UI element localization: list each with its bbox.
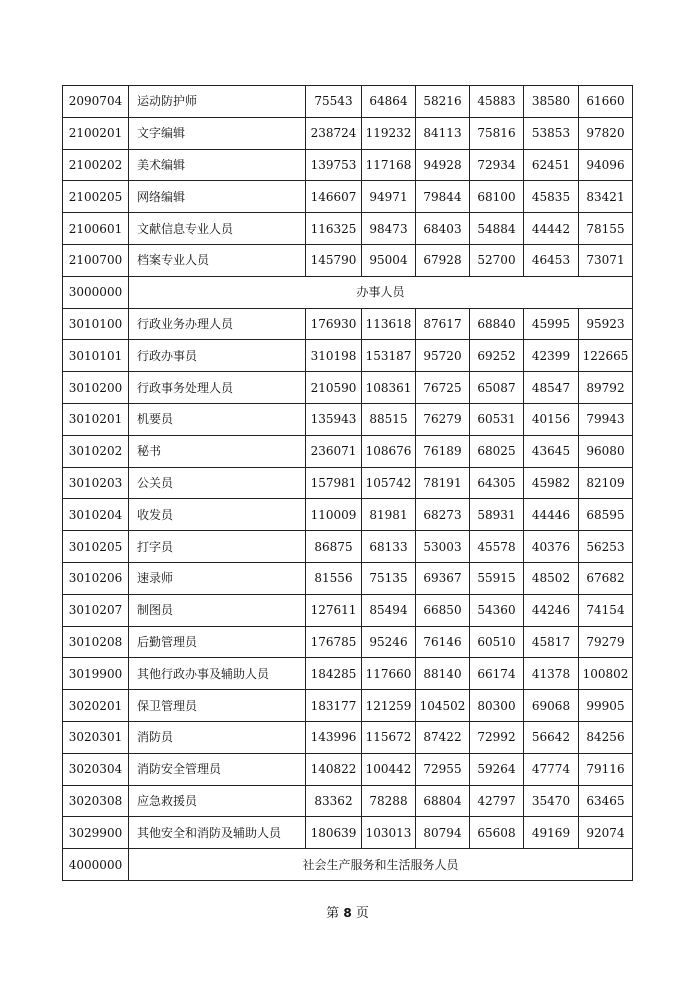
occupation-name: 网络编辑 [129, 181, 306, 213]
wage-value: 75543 [306, 86, 362, 118]
wage-value: 82109 [579, 467, 633, 499]
occupation-code: 3020304 [63, 753, 129, 785]
wage-value: 310198 [306, 340, 362, 372]
wage-value: 45578 [470, 531, 524, 563]
wage-value: 68595 [579, 499, 633, 531]
wage-value: 45995 [524, 308, 579, 340]
wage-value: 100442 [362, 753, 416, 785]
wage-value: 116325 [306, 213, 362, 245]
wage-value: 68403 [416, 213, 470, 245]
wage-value: 121259 [362, 690, 416, 722]
wage-value: 157981 [306, 467, 362, 499]
table-body [63, 86, 633, 881]
occupation-code: 3010205 [63, 531, 129, 563]
occupation-code: 2100601 [63, 213, 129, 245]
table-row [63, 213, 633, 245]
wage-value: 95923 [579, 308, 633, 340]
wage-value: 100802 [579, 658, 633, 690]
occupation-name: 其他行政办事及辅助人员 [129, 658, 306, 690]
wage-value: 238724 [306, 117, 362, 149]
wage-value: 84256 [579, 721, 633, 753]
wage-value: 66850 [416, 594, 470, 626]
wage-value: 58931 [470, 499, 524, 531]
wage-value: 42797 [470, 785, 524, 817]
occupation-code: 3010200 [63, 372, 129, 404]
wage-value: 42399 [524, 340, 579, 372]
wage-value: 41378 [524, 658, 579, 690]
occupation-code: 2100700 [63, 244, 129, 276]
wage-value: 60510 [470, 626, 524, 658]
wage-value: 108361 [362, 372, 416, 404]
wage-value: 87617 [416, 308, 470, 340]
table-row [63, 594, 633, 626]
wage-value: 67928 [416, 244, 470, 276]
occupation-name: 收发员 [129, 499, 306, 531]
section-title: 办事人员 [129, 276, 633, 308]
wage-value: 67682 [579, 562, 633, 594]
wage-value: 81981 [362, 499, 416, 531]
wage-value: 127611 [306, 594, 362, 626]
wage-value: 122665 [579, 340, 633, 372]
table-row [63, 785, 633, 817]
wage-table-container [62, 85, 632, 881]
occupation-code: 3020301 [63, 721, 129, 753]
wage-value: 65608 [470, 817, 524, 849]
wage-value: 89792 [579, 372, 633, 404]
occupation-name: 消防安全管理员 [129, 753, 306, 785]
wage-value: 79116 [579, 753, 633, 785]
wage-value: 72992 [470, 721, 524, 753]
wage-value: 45883 [470, 86, 524, 118]
wage-value: 45982 [524, 467, 579, 499]
wage-value: 81556 [306, 562, 362, 594]
page-number: 8 [343, 906, 352, 920]
occupation-name: 运动防护师 [129, 86, 306, 118]
wage-value: 176930 [306, 308, 362, 340]
wage-value: 72955 [416, 753, 470, 785]
wage-value: 38580 [524, 86, 579, 118]
occupation-name: 美术编辑 [129, 149, 306, 181]
table-row [63, 117, 633, 149]
occupation-code: 3020308 [63, 785, 129, 817]
occupation-code: 2090704 [63, 86, 129, 118]
wage-value: 68025 [470, 435, 524, 467]
occupation-code: 3010201 [63, 403, 129, 435]
wage-value: 83362 [306, 785, 362, 817]
wage-value: 236071 [306, 435, 362, 467]
wage-value: 58216 [416, 86, 470, 118]
wage-value: 98473 [362, 213, 416, 245]
occupation-name: 其他安全和消防及辅助人员 [129, 817, 306, 849]
wage-value: 49169 [524, 817, 579, 849]
table-row [63, 244, 633, 276]
occupation-name: 行政业务办理人员 [129, 308, 306, 340]
wage-value: 44446 [524, 499, 579, 531]
occupation-code: 3029900 [63, 817, 129, 849]
wage-value: 105742 [362, 467, 416, 499]
wage-value: 84113 [416, 117, 470, 149]
wage-value: 95004 [362, 244, 416, 276]
wage-value: 75135 [362, 562, 416, 594]
wage-value: 110009 [306, 499, 362, 531]
wage-value: 69252 [470, 340, 524, 372]
wage-value: 85494 [362, 594, 416, 626]
wage-value: 153187 [362, 340, 416, 372]
occupation-name: 行政事务处理人员 [129, 372, 306, 404]
wage-value: 62451 [524, 149, 579, 181]
wage-value: 68273 [416, 499, 470, 531]
occupation-name: 后勤管理员 [129, 626, 306, 658]
wage-value: 95720 [416, 340, 470, 372]
occupation-name: 打字员 [129, 531, 306, 563]
table-row [63, 86, 633, 118]
wage-value: 53003 [416, 531, 470, 563]
wage-value: 56642 [524, 721, 579, 753]
occupation-code: 2100205 [63, 181, 129, 213]
table-row [63, 721, 633, 753]
wage-value: 87422 [416, 721, 470, 753]
table-row [63, 372, 633, 404]
wage-value: 76279 [416, 403, 470, 435]
occupation-code: 2100201 [63, 117, 129, 149]
wage-value: 61660 [579, 86, 633, 118]
wage-value: 65087 [470, 372, 524, 404]
section-row [63, 276, 633, 308]
wage-value: 69068 [524, 690, 579, 722]
wage-value: 45817 [524, 626, 579, 658]
wage-value: 40156 [524, 403, 579, 435]
wage-value: 117660 [362, 658, 416, 690]
occupation-code: 3000000 [63, 276, 129, 308]
occupation-code: 3019900 [63, 658, 129, 690]
wage-value: 73071 [579, 244, 633, 276]
wage-value: 96080 [579, 435, 633, 467]
wage-value: 145790 [306, 244, 362, 276]
footer-prefix: 第 [326, 906, 340, 921]
wage-value: 54360 [470, 594, 524, 626]
table-row [63, 181, 633, 213]
occupation-code: 3010206 [63, 562, 129, 594]
wage-value: 78191 [416, 467, 470, 499]
wage-value: 140822 [306, 753, 362, 785]
wage-value: 135943 [306, 403, 362, 435]
occupation-name: 保卫管理员 [129, 690, 306, 722]
wage-value: 86875 [306, 531, 362, 563]
wage-value: 117168 [362, 149, 416, 181]
wage-value: 43645 [524, 435, 579, 467]
occupation-code: 3010101 [63, 340, 129, 372]
wage-value: 64864 [362, 86, 416, 118]
table-row [63, 753, 633, 785]
wage-value: 68840 [470, 308, 524, 340]
occupation-name: 档案专业人员 [129, 244, 306, 276]
occupation-name: 消防员 [129, 721, 306, 753]
wage-value: 115672 [362, 721, 416, 753]
wage-value: 113618 [362, 308, 416, 340]
wage-value: 47774 [524, 753, 579, 785]
wage-value: 104502 [416, 690, 470, 722]
wage-value: 53853 [524, 117, 579, 149]
occupation-code: 4000000 [63, 849, 129, 881]
wage-table [62, 85, 633, 881]
occupation-name: 秘书 [129, 435, 306, 467]
wage-value: 94971 [362, 181, 416, 213]
occupation-code: 3010208 [63, 626, 129, 658]
wage-value: 46453 [524, 244, 579, 276]
wage-value: 55915 [470, 562, 524, 594]
wage-value: 59264 [470, 753, 524, 785]
occupation-name: 速录师 [129, 562, 306, 594]
table-row [63, 690, 633, 722]
wage-value: 94928 [416, 149, 470, 181]
table-row [63, 499, 633, 531]
table-row [63, 531, 633, 563]
wage-value: 66174 [470, 658, 524, 690]
wage-value: 44246 [524, 594, 579, 626]
table-row [63, 467, 633, 499]
occupation-code: 3010203 [63, 467, 129, 499]
wage-value: 88140 [416, 658, 470, 690]
wage-value: 63465 [579, 785, 633, 817]
occupation-code: 3010202 [63, 435, 129, 467]
wage-value: 139753 [306, 149, 362, 181]
wage-value: 72934 [470, 149, 524, 181]
wage-value: 79279 [579, 626, 633, 658]
occupation-name: 制图员 [129, 594, 306, 626]
table-row [63, 340, 633, 372]
wage-value: 79943 [579, 403, 633, 435]
wage-value: 183177 [306, 690, 362, 722]
wage-value: 45835 [524, 181, 579, 213]
wage-value: 78155 [579, 213, 633, 245]
wage-value: 184285 [306, 658, 362, 690]
wage-value: 48502 [524, 562, 579, 594]
occupation-code: 2100202 [63, 149, 129, 181]
wage-value: 40376 [524, 531, 579, 563]
wage-value: 80300 [470, 690, 524, 722]
occupation-code: 3020201 [63, 690, 129, 722]
table-row [63, 435, 633, 467]
wage-value: 68804 [416, 785, 470, 817]
table-row [63, 308, 633, 340]
table-row [63, 403, 633, 435]
wage-value: 52700 [470, 244, 524, 276]
wage-value: 74154 [579, 594, 633, 626]
table-row [63, 658, 633, 690]
wage-value: 76146 [416, 626, 470, 658]
wage-value: 68133 [362, 531, 416, 563]
wage-value: 180639 [306, 817, 362, 849]
wage-value: 54884 [470, 213, 524, 245]
wage-value: 44442 [524, 213, 579, 245]
wage-value: 78288 [362, 785, 416, 817]
occupation-name: 应急救援员 [129, 785, 306, 817]
wage-value: 97820 [579, 117, 633, 149]
wage-value: 76189 [416, 435, 470, 467]
wage-value: 64305 [470, 467, 524, 499]
occupation-name: 公关员 [129, 467, 306, 499]
occupation-code: 3010207 [63, 594, 129, 626]
wage-value: 94096 [579, 149, 633, 181]
table-row [63, 149, 633, 181]
wage-value: 119232 [362, 117, 416, 149]
occupation-name: 机要员 [129, 403, 306, 435]
table-row [63, 626, 633, 658]
wage-value: 79844 [416, 181, 470, 213]
section-title: 社会生产服务和生活服务人员 [129, 849, 633, 881]
section-row [63, 849, 633, 881]
wage-value: 108676 [362, 435, 416, 467]
wage-value: 92074 [579, 817, 633, 849]
wage-value: 176785 [306, 626, 362, 658]
page-footer [0, 902, 695, 921]
wage-value: 56253 [579, 531, 633, 563]
table-row [63, 817, 633, 849]
wage-value: 80794 [416, 817, 470, 849]
wage-value: 75816 [470, 117, 524, 149]
wage-value: 95246 [362, 626, 416, 658]
wage-value: 143996 [306, 721, 362, 753]
occupation-code: 3010204 [63, 499, 129, 531]
wage-value: 88515 [362, 403, 416, 435]
occupation-name: 文字编辑 [129, 117, 306, 149]
wage-value: 69367 [416, 562, 470, 594]
wage-value: 48547 [524, 372, 579, 404]
wage-value: 76725 [416, 372, 470, 404]
occupation-name: 行政办事员 [129, 340, 306, 372]
wage-value: 60531 [470, 403, 524, 435]
wage-value: 35470 [524, 785, 579, 817]
occupation-name: 文献信息专业人员 [129, 213, 306, 245]
footer-suffix: 页 [355, 906, 369, 921]
wage-value: 210590 [306, 372, 362, 404]
wage-value: 99905 [579, 690, 633, 722]
occupation-code: 3010100 [63, 308, 129, 340]
table-row [63, 562, 633, 594]
wage-value: 103013 [362, 817, 416, 849]
wage-value: 68100 [470, 181, 524, 213]
wage-value: 146607 [306, 181, 362, 213]
wage-value: 83421 [579, 181, 633, 213]
